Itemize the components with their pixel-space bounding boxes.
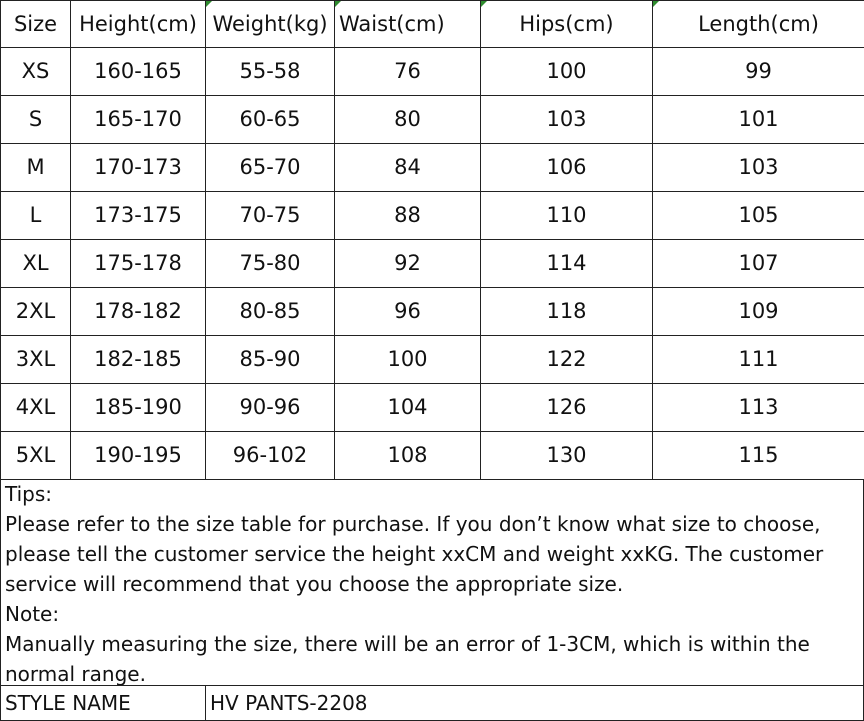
cell-length: 109 bbox=[653, 288, 864, 336]
corner-mark bbox=[206, 1, 212, 7]
note-text: Manually measuring the size, there will be an error of 1-3CM, which is within the normal range. bbox=[5, 632, 810, 686]
cell-length: 111 bbox=[653, 336, 864, 384]
cell-size: 4XL bbox=[1, 384, 71, 432]
style-name-label: STYLE NAME bbox=[1, 686, 206, 720]
cell-hips: 103 bbox=[481, 96, 653, 144]
cell-hips: 118 bbox=[481, 288, 653, 336]
cell-weight: 60-65 bbox=[206, 96, 335, 144]
cell-waist: 80 bbox=[335, 96, 481, 144]
header-hips: Hips(cm) bbox=[481, 1, 653, 48]
cell-size: 3XL bbox=[1, 336, 71, 384]
tips-text: Please refer to the size table for purchase. If you don’t know what size to choose, please tell the customer service the height xxCM and weight xxKG. The customer service will recommend that you choose the appropriate size. bbox=[5, 512, 824, 596]
cell-size: 2XL bbox=[1, 288, 71, 336]
cell-waist: 108 bbox=[335, 432, 481, 480]
cell-weight: 75-80 bbox=[206, 240, 335, 288]
cell-hips: 122 bbox=[481, 336, 653, 384]
style-name-value: HV PANTS-2208 bbox=[210, 691, 368, 715]
cell-weight: 65-70 bbox=[206, 144, 335, 192]
cell-waist: 76 bbox=[335, 48, 481, 96]
cell-size: XS bbox=[1, 48, 71, 96]
cell-length: 101 bbox=[653, 96, 864, 144]
cell-weight: 85-90 bbox=[206, 336, 335, 384]
cell-hips: 100 bbox=[481, 48, 653, 96]
table-row bbox=[1, 288, 864, 336]
cell-hips: 110 bbox=[481, 192, 653, 240]
style-name-row bbox=[0, 685, 864, 721]
cell-height: 173-175 bbox=[71, 192, 206, 240]
cell-hips: 114 bbox=[481, 240, 653, 288]
header-length: Length(cm) bbox=[653, 1, 864, 48]
table-header-row bbox=[1, 1, 864, 48]
cell-weight: 90-96 bbox=[206, 384, 335, 432]
header-weight: Weight(kg) bbox=[206, 1, 335, 48]
cell-size: 5XL bbox=[1, 432, 71, 480]
header-waist: Waist(cm) bbox=[335, 1, 481, 48]
header-size: Size bbox=[1, 1, 71, 48]
cell-height: 165-170 bbox=[71, 96, 206, 144]
cell-length: 113 bbox=[653, 384, 864, 432]
table-row bbox=[1, 96, 864, 144]
cell-length: 107 bbox=[653, 240, 864, 288]
cell-length: 105 bbox=[653, 192, 864, 240]
cell-size: XL bbox=[1, 240, 71, 288]
note-label: Note: bbox=[5, 602, 60, 626]
table-row bbox=[1, 192, 864, 240]
cell-hips: 130 bbox=[481, 432, 653, 480]
corner-mark bbox=[653, 1, 659, 7]
table-row bbox=[1, 240, 864, 288]
cell-waist: 84 bbox=[335, 144, 481, 192]
cell-size: L bbox=[1, 192, 71, 240]
cell-height: 185-190 bbox=[71, 384, 206, 432]
cell-weight: 96-102 bbox=[206, 432, 335, 480]
cell-height: 178-182 bbox=[71, 288, 206, 336]
tips-section bbox=[0, 479, 864, 685]
tips-label: Tips: bbox=[5, 482, 53, 506]
cell-weight: 70-75 bbox=[206, 192, 335, 240]
cell-hips: 106 bbox=[481, 144, 653, 192]
cell-height: 175-178 bbox=[71, 240, 206, 288]
cell-size: M bbox=[1, 144, 71, 192]
table-row bbox=[1, 336, 864, 384]
header-height: Height(cm) bbox=[71, 1, 206, 48]
cell-weight: 80-85 bbox=[206, 288, 335, 336]
cell-waist: 88 bbox=[335, 192, 481, 240]
cell-waist: 92 bbox=[335, 240, 481, 288]
cell-length: 103 bbox=[653, 144, 864, 192]
table-row bbox=[1, 432, 864, 480]
cell-height: 182-185 bbox=[71, 336, 206, 384]
cell-hips: 126 bbox=[481, 384, 653, 432]
cell-size: S bbox=[1, 96, 71, 144]
cell-waist: 100 bbox=[335, 336, 481, 384]
cell-waist: 104 bbox=[335, 384, 481, 432]
cell-height: 160-165 bbox=[71, 48, 206, 96]
table-row bbox=[1, 384, 864, 432]
corner-mark bbox=[335, 1, 341, 7]
corner-mark bbox=[481, 1, 487, 7]
table-row bbox=[1, 144, 864, 192]
cell-weight: 55-58 bbox=[206, 48, 335, 96]
table-row bbox=[1, 48, 864, 96]
cell-length: 115 bbox=[653, 432, 864, 480]
cell-waist: 96 bbox=[335, 288, 481, 336]
cell-height: 170-173 bbox=[71, 144, 206, 192]
cell-height: 190-195 bbox=[71, 432, 206, 480]
cell-length: 99 bbox=[653, 48, 864, 96]
